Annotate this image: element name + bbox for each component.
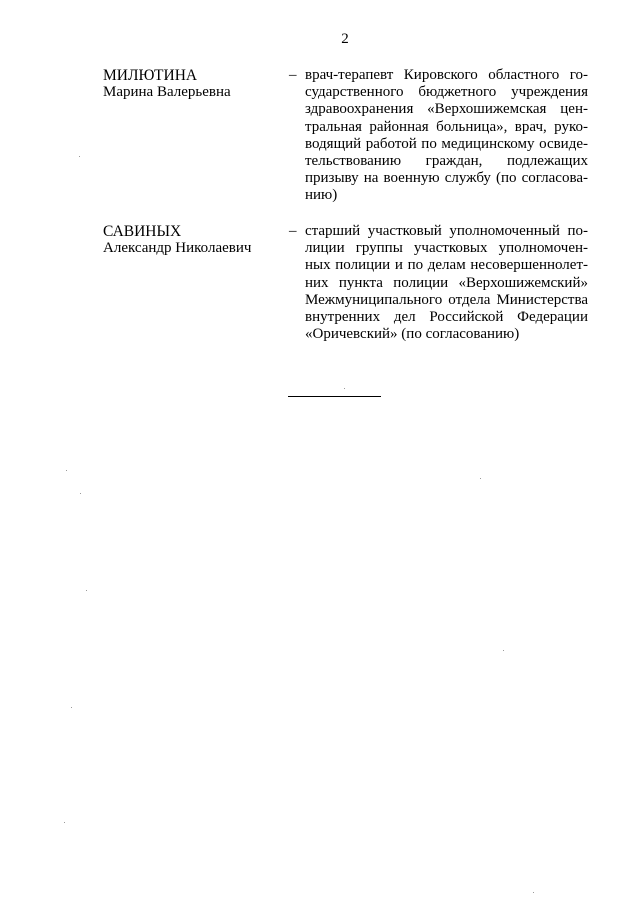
scan-speck	[66, 470, 67, 471]
description-line: них пункта полиции «Верхошижемский»	[305, 274, 588, 291]
description-line: «Оричевский» (по согласованию)	[305, 326, 520, 343]
member-surname: МИЛЮТИНА	[103, 67, 198, 84]
member-description	[305, 67, 588, 205]
description-line: нию)	[305, 187, 338, 204]
scan-speck	[64, 822, 65, 823]
description-line: лиции группы участковых уполномочен-	[305, 240, 588, 257]
scan-speck	[344, 388, 345, 389]
member-surname: САВИНЫХ	[103, 223, 182, 240]
entry-dash: –	[289, 223, 297, 239]
member-description	[305, 223, 588, 343]
description-line: тральная районная больница», врач, руко-	[305, 118, 588, 135]
member-name	[103, 223, 278, 257]
member-given-names: Александр Николаевич	[103, 240, 252, 256]
description-line: внутренних дел Российской Федерации	[305, 309, 588, 326]
scan-speck	[533, 892, 534, 893]
description-line: Межмуниципального отдела Министерства	[305, 291, 588, 308]
description-line: ных полиции и по делам несовершеннолет-	[305, 257, 588, 274]
description-line: врач-терапевт Кировского областного го-	[305, 67, 588, 83]
scan-speck	[80, 493, 81, 494]
description-line: старший участковый уполномоченный по-	[305, 223, 588, 239]
scan-speck	[480, 478, 481, 479]
page-number: 2	[341, 31, 349, 47]
member-name	[103, 67, 278, 101]
description-line: здравоохранения «Верхошижемская цен-	[305, 101, 588, 118]
scan-speck	[71, 707, 72, 708]
description-line: призыву на военную службу (по согласова-	[305, 170, 588, 187]
scan-speck	[503, 650, 504, 651]
end-of-list-rule	[288, 396, 381, 397]
member-given-names: Марина Валерьевна	[103, 84, 231, 100]
description-line: водящий работой по медицинскому освиде-	[305, 135, 588, 152]
scan-speck	[79, 156, 80, 157]
description-line: тельствованию граждан, подлежащих	[305, 153, 588, 170]
entry-dash: –	[289, 67, 297, 83]
scan-speck	[86, 590, 87, 591]
description-line: сударственного бюджетного учреждения	[305, 84, 588, 101]
